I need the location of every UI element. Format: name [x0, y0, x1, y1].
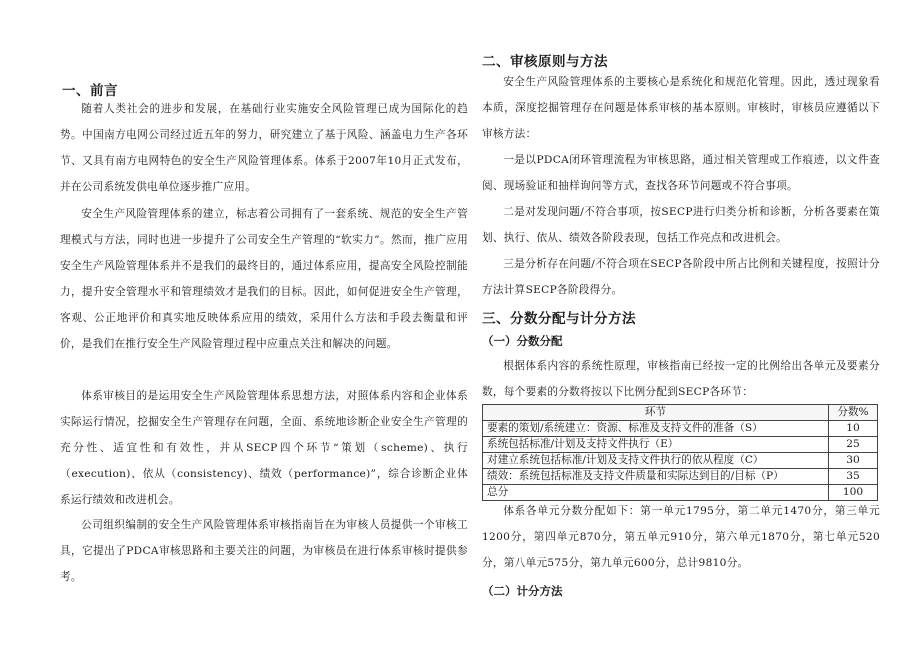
unit-score-paragraph: 体系各单元分数分配如下：第一单元1795分，第二单元1470分，第三单元1200分，第四单元870分，第五单元910分，第六单元1870分，第七单元520分，第八单元575分，第九单元600分，总计9810分。 [482, 505, 880, 569]
table-row [483, 421, 878, 437]
audit-method-3: 三是分析存在问题/不符合项在SECP各阶段中所占比例和关键程度，按照计分方法计算SECP各阶段得分。 [482, 258, 880, 296]
table-cell-score: 10 [829, 421, 878, 437]
table-cell-stage: 系统包括标准/计划及支持文件执行（E） [483, 437, 829, 453]
subsection-heading-scoring-method: （二）计分方法 [482, 584, 563, 598]
foreword-paragraph-1: 随着人类社会的进步和发展，在基础行业实施安全风险管理已成为国际化的趋势。中国南方电网公司经过近五年的努力，研究建立了基于风险、涵盖电力生产各环节、又具有南方电网特色的安全生产风险管理体系。体系于2007年10月正式发布，并在公司系统发供电单位逐步推广应用。 [60, 103, 468, 193]
table-row [483, 437, 878, 453]
table-cell-score: 35 [829, 469, 878, 485]
table-cell-stage: 要素的策划/系统建立：资源、标准及支持文件的准备（S） [483, 421, 829, 437]
section-heading-scoring: 三、分数分配与计分方法 [482, 311, 636, 327]
audit-principles-paragraph: 安全生产风险管理体系的主要核心是系统化和规范化管理。因此，透过现象看本质，深度挖掘管理存在问题是体系审核的基本原则。审核时，审核员应遵循以下审核方法： [482, 76, 880, 140]
table-cell-stage: 绩效：系统包括标准及支持文件质量和实际达到目的/目标（P） [483, 469, 829, 485]
table-row [483, 469, 878, 485]
secp-score-table [482, 404, 878, 501]
table-cell-score: 25 [829, 437, 878, 453]
table-cell-stage: 对建立系统包括标准/计划及支持文件执行的依从程度（C） [483, 453, 829, 469]
section-heading-audit-principles: 二、审核原则与方法 [482, 54, 608, 70]
table-cell-score: 100 [829, 485, 878, 501]
section-heading-foreword: 一、前言 [62, 83, 118, 99]
subsection-heading-score-allocation: （一）分数分配 [482, 334, 563, 348]
foreword-paragraph-4: 公司组织编制的安全生产风险管理体系审核指南旨在为审核人员提供一个审核工具，它提出了PDCA审核思路和主要关注的问题，为审核员在进行体系审核时提供参考。 [60, 519, 468, 583]
table-cell-score: 30 [829, 453, 878, 469]
foreword-paragraph-2: 安全生产风险管理体系的建立，标志着公司拥有了一套系统、规范的安全生产管理模式与方法，同时也进一步提升了公司安全生产管理的“软实力”。然而，推广应用安全生产风险管理体系并不是我们的最终目的，通过体系应用，提高安全风险控制能力，提升安全管理水平和管理绩效才是我们的目标。因此，如何促进安全生产管理，客观、公正地评价和真实地反映体系应用的绩效，采用什么方法和手段去衡量和评价，是我们在推行安全生产风险管理过程中应重点关注和解决的问题。 [60, 208, 468, 350]
table-row [483, 453, 878, 469]
table-header-score: 分数% [829, 405, 878, 421]
table-header-row [483, 405, 878, 421]
foreword-paragraph-3: 体系审核目的是运用安全生产风险管理体系思想方法，对照体系内容和企业体系实际运行情况，挖掘安全生产管理存在问题，全面、系统地诊断企业安全生产管理的充分性、适宜性和有效性，并从SECP四个环节“策划（scheme)、执行（execution)、依从（consistency)、绩效（performance)”，综合诊断企业体系运行绩效和改进机会。 [60, 390, 468, 506]
audit-method-1: 一是以PDCA闭环管理流程为审核思路，通过相关管理或工作痕迹，以文件查阅、现场验证和抽样询问等方式，查找各环节问题或不符合事项。 [482, 154, 880, 192]
score-allocation-paragraph: 根据体系内容的系统性原理，审核指南已经按一定的比例给出各单元及要素分数，每个要素的分数将按以下比例分配到SECP各环节： [482, 360, 880, 398]
table-header-stage: 环节 [483, 405, 829, 421]
table-cell-stage: 总分 [483, 485, 829, 501]
audit-method-2: 二是对发现问题/不符合事项，按SECP进行归类分析和诊断，分析各要素在策划、执行、依从、绩效各阶段表现，包括工作亮点和改进机会。 [482, 206, 880, 244]
